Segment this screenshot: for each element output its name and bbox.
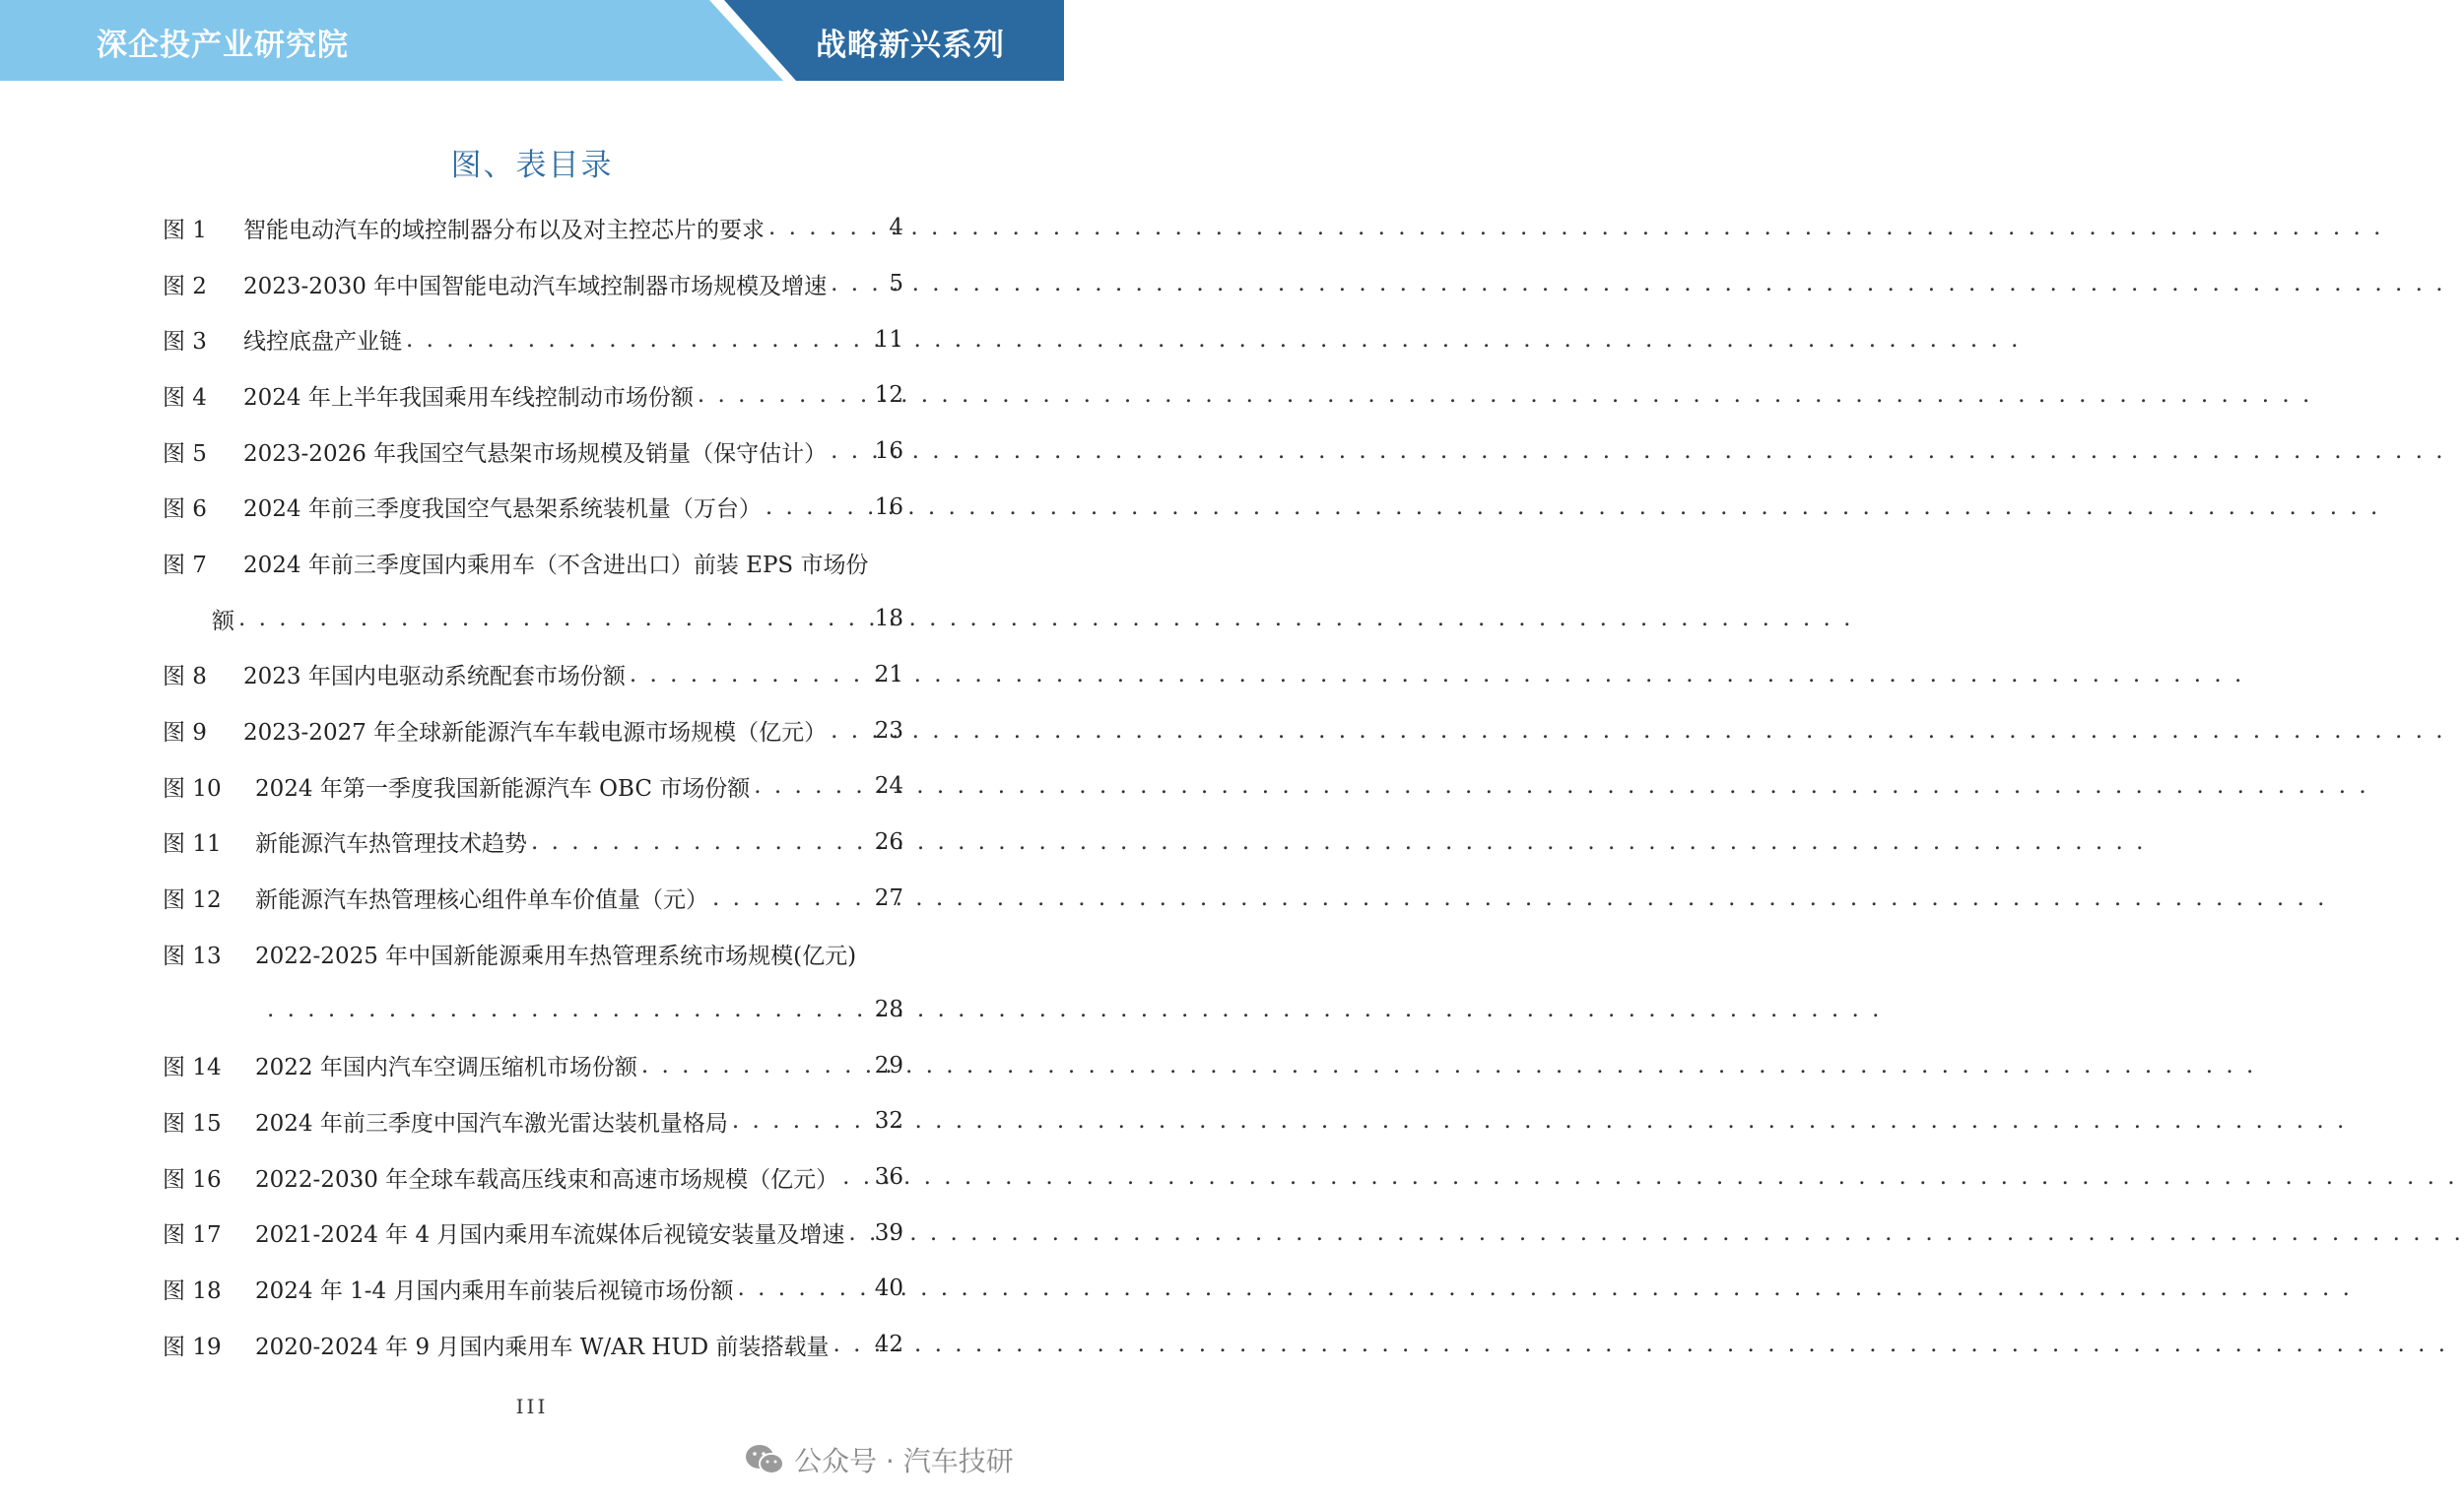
toc-entry[interactable] bbox=[163, 200, 903, 256]
toc-entry-page: 40 bbox=[874, 1275, 903, 1302]
toc-entry-page: 16 bbox=[874, 438, 903, 465]
toc-leader bbox=[732, 1108, 871, 1134]
toc-entry[interactable] bbox=[163, 1093, 903, 1149]
toc-leader bbox=[531, 829, 871, 855]
toc-entry-text: 2020-2024 年 9 月国内乘用车 W/AR HUD 前装搭载量 bbox=[255, 1334, 830, 1360]
toc-leader bbox=[831, 438, 871, 464]
toc-entry[interactable] bbox=[163, 1205, 903, 1261]
toc-entry-page: 24 bbox=[874, 773, 903, 800]
toc-entry-text: 智能电动汽车的域控制器分布以及对主控芯片的要求 bbox=[243, 217, 765, 243]
toc-entry[interactable] bbox=[163, 256, 903, 312]
toc-entry-page: 36 bbox=[874, 1164, 903, 1191]
toc-entry-label: 图 14 bbox=[163, 1055, 222, 1081]
toc-entry-label: 图 9 bbox=[163, 720, 207, 747]
toc-entry-label: 图 16 bbox=[163, 1166, 222, 1193]
toc-leader bbox=[406, 327, 871, 353]
toc-entry-text: 2024 年第一季度我国新能源汽车 OBC 市场份额 bbox=[255, 775, 751, 802]
toc-entry-page: 11 bbox=[874, 326, 903, 353]
toc-leader bbox=[712, 885, 871, 911]
toc-entry-label: 图 18 bbox=[163, 1277, 222, 1304]
toc-entry-page: 26 bbox=[874, 828, 903, 855]
toc-leader bbox=[831, 718, 871, 744]
toc-entry-continuation[interactable] bbox=[163, 591, 903, 647]
toc-entry-text: 新能源汽车热管理技术趋势 bbox=[255, 831, 527, 858]
toc-list bbox=[163, 200, 903, 1372]
toc-entry-text: 2023-2027 年全球新能源汽车车载电源市场规模（亿元） bbox=[243, 720, 828, 747]
toc-leader bbox=[630, 662, 871, 687]
toc-leader bbox=[842, 1164, 871, 1190]
toc-entry[interactable] bbox=[163, 870, 903, 926]
toc-entry-label: 图 7 bbox=[163, 552, 207, 578]
toc-entry-page: 4 bbox=[889, 215, 903, 241]
toc-leader bbox=[768, 215, 874, 240]
toc-entry-label: 图 12 bbox=[163, 887, 222, 914]
toc-entry-text: 2024 年上半年我国乘用车线控制动市场份额 bbox=[243, 384, 694, 411]
toc-entry[interactable] bbox=[163, 535, 903, 591]
watermark-text: 公众号 · 汽车技研 bbox=[794, 1445, 1014, 1477]
toc-entry-page: 23 bbox=[874, 717, 903, 744]
wechat-icon bbox=[745, 1443, 784, 1476]
toc-entry-label: 图 5 bbox=[163, 440, 207, 467]
toc-leader bbox=[754, 773, 870, 799]
toc-entry-page: 39 bbox=[874, 1219, 903, 1246]
toc-entry-label: 图 19 bbox=[163, 1334, 222, 1360]
toc-entry[interactable] bbox=[163, 1261, 903, 1317]
toc-entry-label: 图 17 bbox=[163, 1222, 222, 1249]
toc-entry-page: 5 bbox=[889, 271, 903, 297]
toc-entry-text: 线控底盘产业链 bbox=[243, 329, 402, 356]
toc-entry[interactable] bbox=[163, 702, 903, 758]
toc-entry-text: 2024 年前三季度国内乘用车（不含进出口）前装 EPS 市场份 bbox=[243, 552, 869, 578]
toc-entry-text: 2022-2025 年中国新能源乘用车热管理系统市场规模(亿元) bbox=[255, 943, 857, 969]
toc-entry[interactable] bbox=[163, 926, 903, 982]
toc-entry-text: 2022-2030 年全球车载高压线束和高速市场规模（亿元） bbox=[255, 1166, 839, 1193]
toc-entry[interactable] bbox=[163, 758, 903, 815]
toc-leader bbox=[848, 1220, 870, 1246]
toc-entry-continuation[interactable] bbox=[163, 982, 903, 1038]
toc-title: 图、表目录 bbox=[450, 148, 614, 183]
page-header bbox=[0, 0, 1064, 81]
toc-entry-label: 图 10 bbox=[163, 775, 222, 802]
toc-entry-page: 18 bbox=[874, 606, 903, 632]
toc-entry-text: 2023-2030 年中国智能电动汽车域控制器市场规模及增速 bbox=[243, 273, 828, 299]
toc-entry[interactable] bbox=[163, 1317, 903, 1373]
toc-leader bbox=[698, 382, 871, 408]
toc-entry-page: 42 bbox=[874, 1332, 903, 1358]
toc-entry-text: 2024 年前三季度中国汽车激光雷达装机量格局 bbox=[255, 1110, 728, 1137]
toc-entry-page: 29 bbox=[874, 1052, 903, 1079]
toc-entry-label: 图 2 bbox=[163, 273, 207, 299]
toc-entry-label: 图 13 bbox=[163, 943, 222, 969]
toc-entry[interactable] bbox=[163, 815, 903, 871]
series-name: 战略新兴系列 bbox=[816, 28, 1005, 63]
toc-entry-label: 图 15 bbox=[163, 1110, 222, 1137]
toc-entry-label: 图 6 bbox=[163, 496, 207, 523]
toc-entry-text: 2023 年国内电驱动系统配套市场份额 bbox=[243, 664, 626, 690]
toc-leader bbox=[641, 1053, 871, 1079]
toc-leader bbox=[831, 271, 874, 296]
toc-entry-text: 2021-2024 年 4 月国内乘用车流媒体后视镜安装量及增速 bbox=[255, 1222, 845, 1249]
toc-entry-text: 2024 年 1-4 月国内乘用车前装后视镜市场份额 bbox=[255, 1277, 734, 1304]
toc-entry[interactable] bbox=[163, 311, 903, 367]
toc-entry-text: 2022 年国内汽车空调压缩机市场份额 bbox=[255, 1055, 637, 1081]
toc-entry-label: 图 1 bbox=[163, 217, 207, 243]
toc-entry-label: 图 8 bbox=[163, 664, 207, 690]
toc-entry-label: 图 4 bbox=[163, 384, 207, 411]
page-number: III bbox=[515, 1395, 549, 1418]
toc-leader bbox=[238, 606, 871, 631]
toc-entry[interactable] bbox=[163, 647, 903, 703]
toc-entry-text: 2024 年前三季度我国空气悬架系统装机量（万台） bbox=[243, 496, 762, 523]
watermark bbox=[745, 1440, 1014, 1479]
toc-entry[interactable] bbox=[163, 367, 903, 424]
toc-entry-text: 2023-2026 年我国空气悬架市场规模及销量（保守估计） bbox=[243, 440, 828, 467]
toc-entry[interactable] bbox=[163, 1149, 903, 1206]
toc-leader bbox=[267, 997, 871, 1022]
toc-entry[interactable] bbox=[163, 1037, 903, 1093]
toc-entry-page: 27 bbox=[874, 884, 903, 911]
toc-entry-page: 12 bbox=[874, 382, 903, 409]
toc-leader bbox=[833, 1332, 871, 1357]
toc-entry-text: 新能源汽车热管理核心组件单车价值量（元） bbox=[255, 887, 708, 914]
toc-entry-label: 图 11 bbox=[163, 831, 222, 858]
toc-entry-text-cont: 额 bbox=[212, 608, 234, 634]
toc-leader bbox=[738, 1275, 871, 1301]
toc-entry[interactable] bbox=[163, 479, 903, 535]
toc-entry-page: 32 bbox=[874, 1108, 903, 1135]
org-name: 深企投产业研究院 bbox=[97, 28, 349, 63]
toc-entry-page: 21 bbox=[874, 661, 903, 687]
toc-leader bbox=[766, 494, 871, 520]
toc-entry-page: 16 bbox=[874, 493, 903, 520]
toc-entry-label: 图 3 bbox=[163, 329, 207, 356]
toc-entry-page: 28 bbox=[874, 996, 903, 1022]
toc-entry[interactable] bbox=[163, 424, 903, 480]
